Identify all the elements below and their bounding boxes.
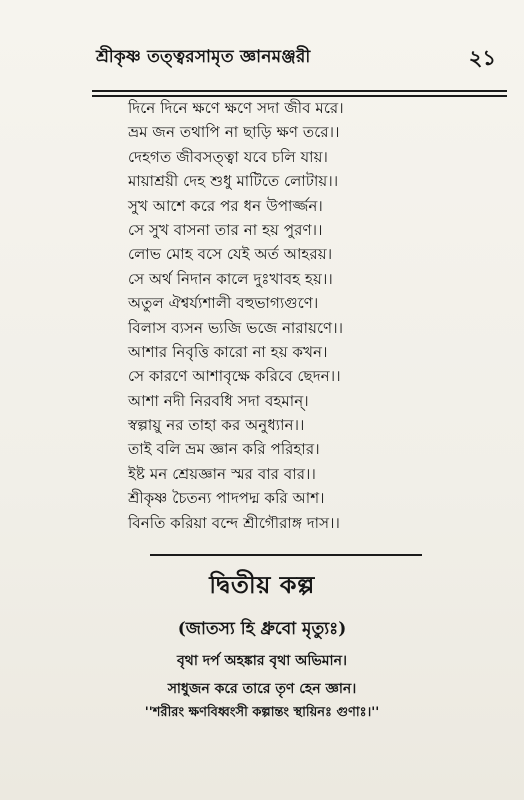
verse-line: সুখ আশে করে পর ধন উপার্জ্জন। bbox=[128, 196, 323, 215]
verse-line: মায়াশ্রয়ী দেহ শুধু মাটিতে লোটায়।। bbox=[128, 172, 339, 191]
verse-line: তাই বলি ভ্রম জ্ঞান করি পরিহার। bbox=[128, 440, 320, 459]
verse-line: লোভ মোহ বসে যেই অর্ত আহরয়। bbox=[128, 245, 333, 264]
verse-line: সে অর্থ নিদান কালে দুঃখাবহ হয়।। bbox=[128, 269, 333, 288]
section-divider bbox=[150, 554, 422, 556]
verse-line: সে কারণে আশাবৃক্ষে করিবে ছেদন।। bbox=[128, 367, 341, 386]
verse-line: শ্রীকৃষ্ণ চৈতন্য পাদপদ্ম করি আশ। bbox=[128, 489, 325, 508]
running-header bbox=[96, 44, 496, 70]
verse-block bbox=[128, 96, 488, 535]
section-line: সাধুজন করে তারে তৃণ হেন জ্ঞান। bbox=[167, 681, 357, 697]
section-title: দ্বিতীয় কল্প bbox=[209, 570, 315, 599]
section-subtitle: (জাতস্য হি ধ্রুবো মৃত্যুঃ) bbox=[177, 619, 347, 639]
verse-line: অতুল ঐশ্বর্য্যশালী বহুভাগ্যগুণে। bbox=[128, 294, 319, 313]
verse-line: বিনতি করিয়া বন্দে শ্রীগৌরাঙ্গ দাস।। bbox=[128, 513, 341, 532]
page-number: ২১ bbox=[468, 45, 496, 70]
verse-line: দেহগত জীবসত্ত্বা যবে চলি যায়। bbox=[128, 147, 329, 166]
sanskrit-quote: ''শরীরং ক্ষণবিধ্বংসী কল্পান্তং স্থায়িনঃ গুণাঃ।'' bbox=[144, 705, 380, 720]
header-title: শ্রীকৃষ্ণ তত্ত্বরসামৃত জ্ঞানমঞ্জরী bbox=[96, 47, 311, 67]
verse-line: ভ্রম জন তথাপি না ছাড়ি ক্ষণ তরে।। bbox=[128, 123, 340, 142]
verse-line: ইষ্ট মন শ্রেয়জ্ঞান স্মর বার বার।। bbox=[128, 464, 316, 483]
verse-line: স্বল্পায়ু নর তাহা কর অনুধ্যান।। bbox=[128, 416, 305, 435]
verse-line: বিলাস ব্যসন ভ্যজি ভজে নারায়ণে।। bbox=[128, 318, 344, 337]
verse-line: আশার নিবৃত্তি কারো না হয় কখন। bbox=[128, 342, 328, 361]
verse-line: আশা নদী নিরবধি সদা বহমান্। bbox=[128, 391, 309, 410]
verse-line: সে সুখ বাসনা তার না হয় পুরণ।। bbox=[128, 220, 323, 239]
verse-line: দিনে দিনে ক্ষণে ক্ষণে সদা জীব মরে। bbox=[128, 99, 344, 117]
section-line: বৃথা দর্প অহঙ্কার বৃথা অভিমান। bbox=[177, 653, 347, 669]
header-rule-top bbox=[92, 90, 507, 92]
